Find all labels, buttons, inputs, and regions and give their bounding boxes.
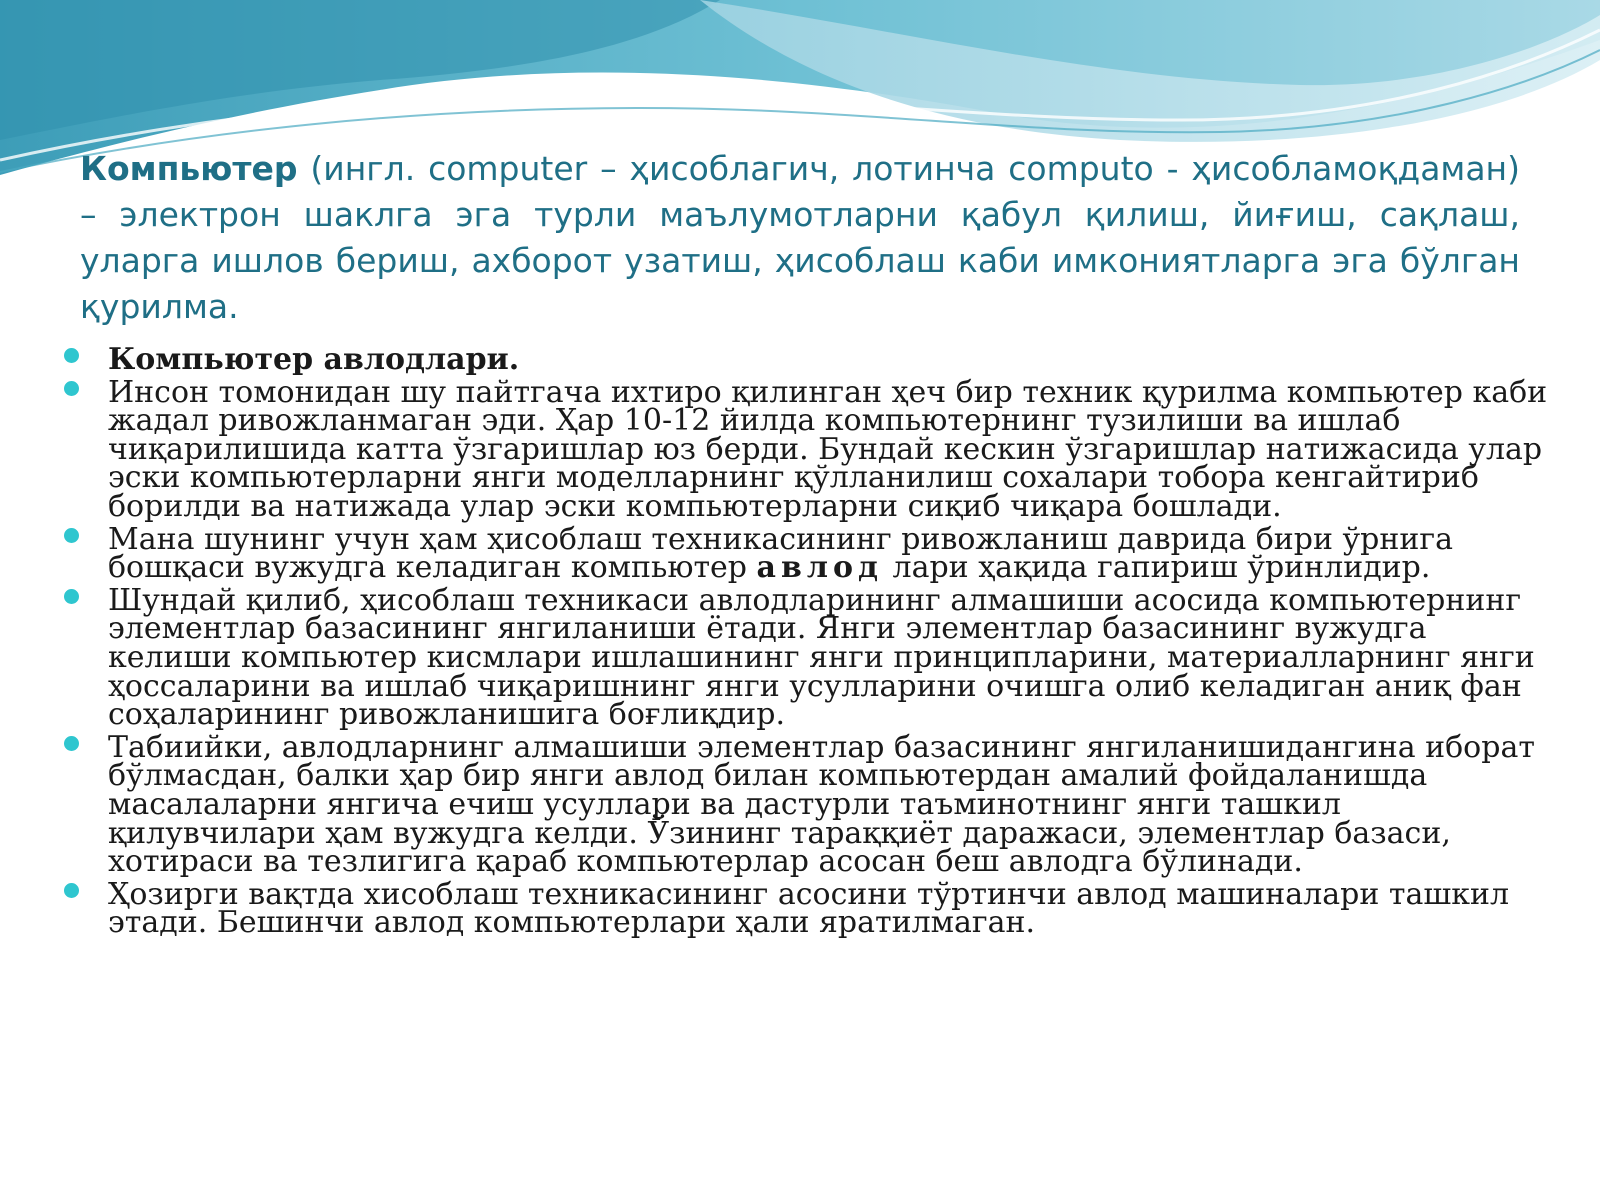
list-item-text: Ҳозирги вақтда хисоблаш техникасининг асосини тўртинчи авлод машиналари ташкил этади. Бешинчи авлод компьютерлари ҳали яратилмаган. — [108, 876, 1510, 941]
list-item — [60, 582, 1550, 733]
bullet-dot-icon — [64, 528, 79, 543]
list-item-text: Инсон томонидан шу пайтгача ихтиро қилинган ҳеч бир техник қурилма компьютер каби жадал ривожланмаган эди. Ҳар 10-12 йилда компьютернинг тузилиши ва ишлаб чиқарилишида катта ўзгаришлар юз берди. Бундай кескин ўзгаришлар натижасида улар эски компьютерларни янги моделларнинг қўлланилиш сохалари тобора кенгайтириб борилди ва натижада улар эски компьютерларни сиқиб чиқара бошлади. — [108, 374, 1548, 524]
list-item-emphasis: авлод — [756, 550, 883, 586]
bullet-dot-icon — [64, 348, 79, 363]
list-item — [60, 342, 1550, 377]
list-item — [60, 521, 1550, 586]
list-item-text-before: Мана шунинг учун ҳам ҳисоблаш техникасининг ривожланиш даврида бири ўрнига бошқаси вужудга келадиган компьютер — [108, 521, 1453, 586]
bullet-dot-icon — [64, 381, 79, 396]
bullet-dot-icon — [64, 589, 79, 604]
definition-term: Компьютер — [80, 149, 298, 188]
bullet-dot-icon — [64, 736, 79, 751]
list-item-text-after: лари ҳақида гапириш ўринлидир. — [883, 550, 1431, 586]
list-item — [60, 876, 1550, 941]
definition-text: (ингл. computer – ҳисоблагич, лотинча computo - ҳисобламоқдаман) – электрон шаклга эга турли маълумотларни қабул қилиш, йиғиш, сақлаш, уларга ишлов бериш, ахборот узатиш, ҳисоблаш каби имкониятларга эга бўлган қурилма. — [80, 149, 1520, 326]
bullet-dot-icon — [64, 883, 79, 898]
list-item — [60, 374, 1550, 524]
list-item — [60, 729, 1550, 880]
bullet-list — [60, 342, 1550, 942]
list-item-text: Шундай қилиб, ҳисоблаш техникаси авлодларининг алмашиши асосида компьютернинг элементлар базасининг янгиланиши ётади. Янги элементлар базасининг вужудга келиши компьютер кисмлари ишлашининг янги принципларини, материалларнинг янги ҳоссаларини ва ишлаб чиқаришнинг янги усулларини очишга олиб келадиган аниқ фан соҳаларининг ривожланишига боғлиқдир. — [108, 582, 1535, 733]
definition-paragraph — [80, 146, 1520, 330]
list-item-heading: Компьютер авлодлари. — [108, 342, 520, 377]
list-item-text: Табиийки, авлодларнинг алмашиши элементлар базасининг янгиланишидангина иборат бўлмасдан, балки ҳар бир янги авлод билан компьютердан амалий фойдаланишда масалаларни янгича ечиш усуллари ва дастурли таъминотнинг янги ташкил қилувчилари ҳам вужудга келди. Ўзининг тараққиёт даражаси, элементлар базаси, хотираси ва тезлигига қараб компьютерлар асосан беш авлодга бўлинади. — [108, 729, 1535, 880]
